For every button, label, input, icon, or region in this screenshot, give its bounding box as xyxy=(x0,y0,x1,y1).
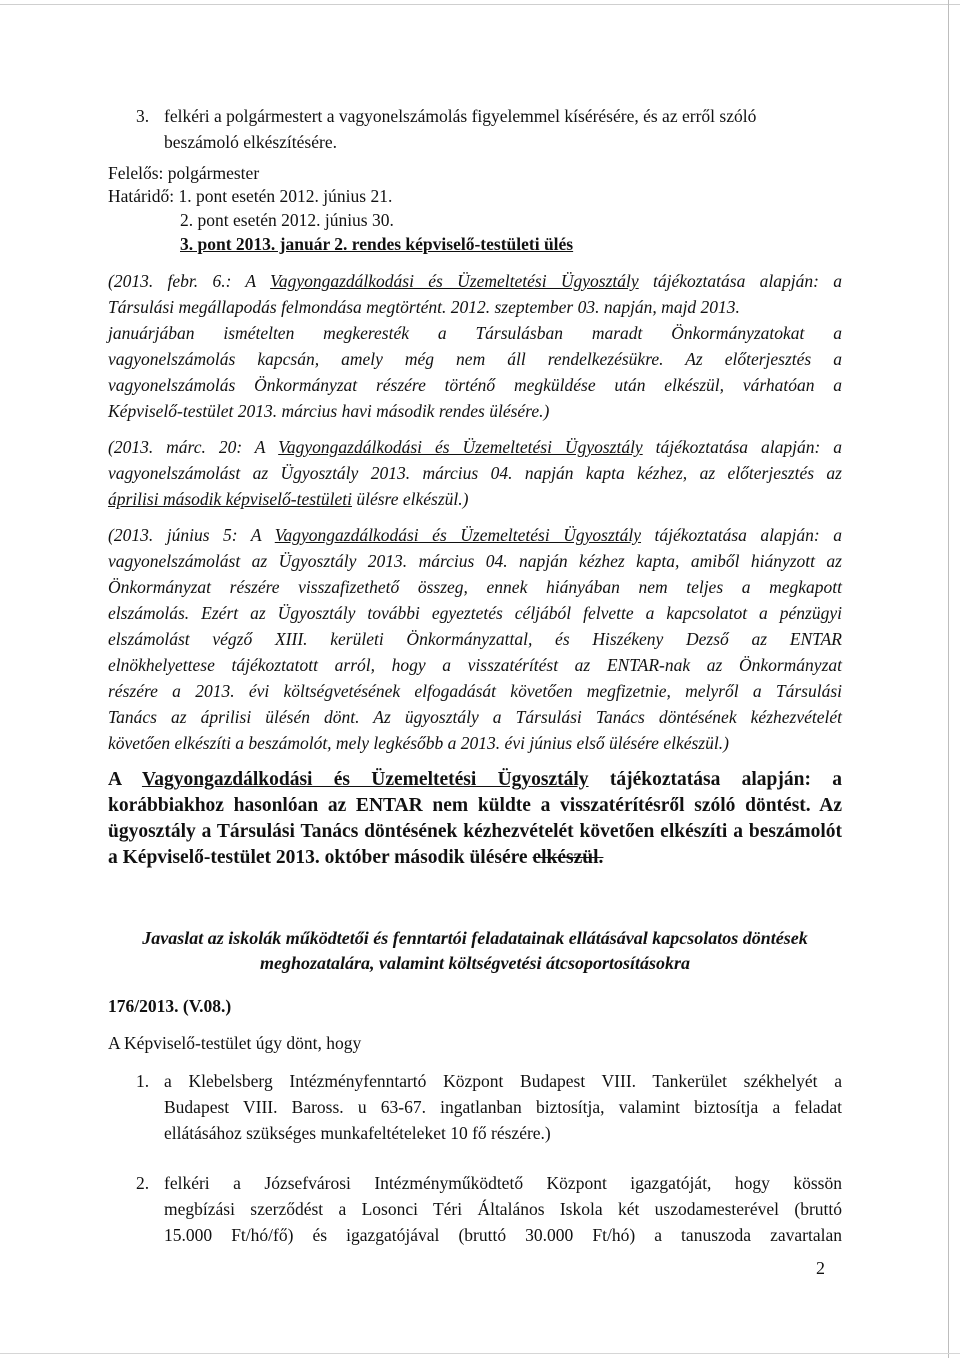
note-line: Társulási megállapodás felmondása megtörtént. 2012. szeptember 03. napján, majd 2013. xyxy=(108,297,740,317)
note-text: tájékoztatása alapján: a xyxy=(638,271,843,291)
note-line: elnökhelyettese tájékoztatott arról, hogy a visszatérítést az ENTAR-nak az Önkormányzat xyxy=(108,655,842,675)
note-text: (2013. márc. 20: A xyxy=(108,437,279,457)
deadline-line: Határidő: 1. pont esetén 2012. június 21. xyxy=(108,186,393,206)
item-number: 2. xyxy=(136,1173,150,1193)
note-line xyxy=(108,268,842,294)
item-number: 3. xyxy=(136,106,150,126)
resolution-number: 176/2013. (V.08.) xyxy=(108,996,232,1016)
item-text: Budapest VIII. Baross. u 63-67. ingatlanban biztosítja, valamint biztosítja a feladat xyxy=(164,1097,842,1117)
resolution-intro: A Képviselő-testület úgy dönt, hogy xyxy=(108,1033,362,1053)
note-line xyxy=(108,486,842,512)
note-underlined: Vagyongazdálkodási és Üzemeltetési Ügyosztály xyxy=(274,525,642,545)
page-number: 2 xyxy=(816,1258,825,1278)
note-bold-line xyxy=(108,844,842,872)
note-underlined: áprilisi második képviselő-testületi xyxy=(108,489,352,509)
item-text: 15.000 Ft/hó/fő) és igazgatójával (bruttó 30.000 Ft/hó) a tanuszoda zavartalan xyxy=(164,1225,842,1245)
page-edge-top xyxy=(0,4,960,5)
page-edge-right xyxy=(948,0,949,1358)
note-line: részére a 2013. évi költségvetésének elfogadását követően megfizetnie, melyről a Társulási xyxy=(108,681,842,701)
item-text: felkéri a polgármestert a vagyonelszámolás figyelemmel kísérésére, és az erről szóló xyxy=(164,106,757,126)
note-text: tájékoztatása alapján: a xyxy=(642,437,843,457)
note-line: vagyonelszámolás kapcsán, amely még nem áll rendelkezésükre. Az előterjesztés a xyxy=(108,349,842,369)
responsible-line: Felelős: polgármester xyxy=(108,163,260,183)
note-underlined: Vagyongazdálkodási és Üzemeltetési Ügyosztály xyxy=(278,437,643,457)
deadline-line xyxy=(180,231,914,257)
note-line xyxy=(108,434,842,460)
item-text: ellátásához szükséges munkafeltételeket 10 fő részére.) xyxy=(164,1123,551,1143)
note-bold-line xyxy=(108,766,842,794)
note-bold-line: korábbiakhoz hasonlóan az ENTAR nem küldte a visszatérítésről szóló döntést. Az xyxy=(108,795,842,816)
note-line: Képviselő-testület 2013. március havi második rendes ülésére.) xyxy=(108,401,550,421)
note-line xyxy=(108,522,842,548)
note-text: a Képviselő-testület 2013. október második ülésére xyxy=(108,847,533,868)
deadline-underlined: 3. pont 2013. január 2. rendes képviselő-testületi ülés xyxy=(180,234,574,254)
note-line: vagyonelszámolást az Ügyosztály 2013. március 04. napján kézhez kapta, amiből hiányzott az xyxy=(108,551,842,571)
note-line: Tanács az áprilisi ülésén dönt. Az ügyosztály a Társulási Tanács döntésének kézhezvételét xyxy=(108,707,842,727)
note-line: elszámolás. Ezért az Ügyosztály további egyeztetés céljából felvette a kapcsolatot a pénzügyi xyxy=(108,603,842,623)
item-text: beszámoló elkészítésére. xyxy=(164,132,337,152)
note-text: (2013. febr. 6.: A xyxy=(108,271,271,291)
note-bold-line: ügyosztály a Társulási Tanács döntésének kézhezvételét követően elkészíti a beszámolót xyxy=(108,821,842,842)
note-underlined: Vagyongazdálkodási és Üzemeltetési Ügyosztály xyxy=(270,271,639,291)
note-line: elszámolást végző XIII. kerületi Önkormányzattal, és Hiszékeny Dezső az ENTAR xyxy=(108,629,842,649)
note-text: (2013. június 5: A xyxy=(108,525,275,545)
note-line: vagyonelszámolást az Ügyosztály 2013. március 04. napján kapta kézhez, az előterjesztés az xyxy=(108,463,842,483)
item-text: a Klebelsberg Intézményfenntartó Központ Budapest VIII. Tankerület székhelyét a xyxy=(164,1071,842,1091)
note-line: Önkormányzat részére visszafizethető összeg, ennek hiányában nem teljes a megkapott xyxy=(108,577,842,597)
note-text: ülésre elkészül.) xyxy=(351,489,469,509)
note-underlined: Vagyongazdálkodási és Üzemeltetési Ügyosztály xyxy=(141,769,589,790)
item-text: megbízási szerződést a Losonci Téri Általános Iskola két uszodamesterével (bruttó xyxy=(164,1199,842,1219)
note-text: A xyxy=(108,769,142,790)
note-text: tájékoztatása alapján: a xyxy=(588,769,842,790)
item-number: 1. xyxy=(136,1071,150,1091)
page-edge-bottom xyxy=(0,1353,960,1354)
proposal-title: meghozatalára, valamint költségvetési átcsoportosításokra xyxy=(259,953,690,973)
note-text: tájékoztatása alapján: a xyxy=(641,525,843,545)
proposal-title: Javaslat az iskolák működtetői és fenntartói feladatainak ellátásával kapcsolatos döntések xyxy=(142,928,808,948)
note-line: vagyonelszámolás Önkormányzat részére történő megküldése után elkészül, várhatóan a xyxy=(108,375,842,395)
note-line: januárjában ismételten megkeresték a Társulásban maradt Önkormányzatokat a xyxy=(108,323,842,343)
struck-text: elkészül. xyxy=(532,847,604,868)
note-line: követően elkészíti a beszámolót, mely legkésőbb a 2013. évi június első ülésére elkészül.) xyxy=(108,733,729,753)
item-text: felkéri a Józsefvárosi Intézményműködtető Központ igazgatóját, hogy kössön xyxy=(164,1173,842,1193)
deadline-line: 2. pont esetén 2012. június 30. xyxy=(180,210,394,230)
